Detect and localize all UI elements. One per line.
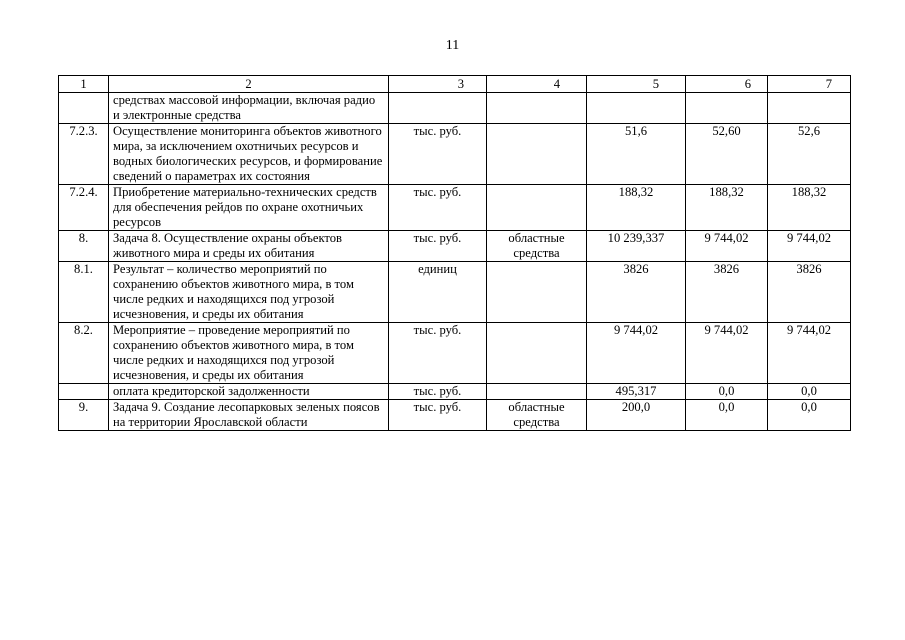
row-source: областные средства: [487, 400, 587, 431]
row-source: [487, 124, 587, 185]
table-row: [59, 93, 851, 124]
row-value-col7: 3826: [768, 262, 851, 323]
row-value-col7: [768, 93, 851, 124]
header-cell: 6: [686, 76, 768, 93]
row-name: Задача 9. Создание лесопарковых зеленых поясов на территории Ярославской области: [109, 400, 389, 431]
row-value-col6: 52,60: [686, 124, 768, 185]
row-value-col6: 0,0: [686, 400, 768, 431]
row-source: [487, 323, 587, 384]
row-source: [487, 93, 587, 124]
row-number: 7.2.4.: [59, 185, 109, 231]
row-source: областные средства: [487, 231, 587, 262]
header-cell: 4: [487, 76, 587, 93]
header-cell: 2: [109, 76, 389, 93]
row-value-col7: 52,6: [768, 124, 851, 185]
table-row: [59, 185, 851, 231]
table-row: [59, 231, 851, 262]
row-number: [59, 384, 109, 400]
row-number: 8.1.: [59, 262, 109, 323]
row-unit: тыс. руб.: [389, 231, 487, 262]
row-value-col5: 188,32: [587, 185, 686, 231]
table-row: [59, 400, 851, 431]
row-source: [487, 185, 587, 231]
row-value-col6: 9 744,02: [686, 231, 768, 262]
row-name: Мероприятие – проведение мероприятий по сохранению объектов животного мира, в том числе редких и находящихся под угрозой исчезновения, и среды их обитания: [109, 323, 389, 384]
row-name: Приобретение материально-технических средств для обеспечения рейдов по охране охотничьих ресурсов: [109, 185, 389, 231]
table-row: [59, 384, 851, 400]
row-name: Задача 8. Осуществление охраны объектов животного мира и среды их обитания: [109, 231, 389, 262]
header-cell: 3: [389, 76, 487, 93]
header-cell: 7: [768, 76, 851, 93]
row-name: Осуществление мониторинга объектов животного мира, за исключением охотничьих ресурсов и водных биологических ресурсов, и формирование сведений о параметрах их состояния: [109, 124, 389, 185]
row-value-col7: 9 744,02: [768, 323, 851, 384]
row-unit: [389, 93, 487, 124]
row-value-col6: 188,32: [686, 185, 768, 231]
row-unit: тыс. руб.: [389, 384, 487, 400]
row-name: Результат – количество мероприятий по сохранению объектов животного мира, в том числе редких и находящихся под угрозой исчезновения, и среды их обитания: [109, 262, 389, 323]
row-number: [59, 93, 109, 124]
row-unit: единиц: [389, 262, 487, 323]
row-value-col5: 495,317: [587, 384, 686, 400]
row-value-col5: 9 744,02: [587, 323, 686, 384]
row-value-col6: [686, 93, 768, 124]
row-value-col5: 51,6: [587, 124, 686, 185]
row-number: 8.: [59, 231, 109, 262]
budget-table: [58, 75, 851, 431]
row-value-col6: 3826: [686, 262, 768, 323]
row-unit: тыс. руб.: [389, 185, 487, 231]
row-value-col5: [587, 93, 686, 124]
row-value-col7: 9 744,02: [768, 231, 851, 262]
row-number: 9.: [59, 400, 109, 431]
header-cell: 5: [587, 76, 686, 93]
row-unit: тыс. руб.: [389, 400, 487, 431]
row-unit: тыс. руб.: [389, 124, 487, 185]
row-number: 8.2.: [59, 323, 109, 384]
header-cell: 1: [59, 76, 109, 93]
row-unit: тыс. руб.: [389, 323, 487, 384]
table-row: [59, 323, 851, 384]
table-row: [59, 124, 851, 185]
row-value-col6: 0,0: [686, 384, 768, 400]
row-value-col6: 9 744,02: [686, 323, 768, 384]
row-value-col5: 3826: [587, 262, 686, 323]
table-header-row: [59, 76, 851, 93]
row-source: [487, 384, 587, 400]
row-value-col5: 10 239,337: [587, 231, 686, 262]
page-number: 11: [445, 38, 460, 53]
row-name: средствах массовой информации, включая радио и электронные средства: [109, 93, 389, 124]
row-value-col7: 188,32: [768, 185, 851, 231]
row-value-col7: 0,0: [768, 384, 851, 400]
row-name: оплата кредиторской задолженности: [109, 384, 389, 400]
row-source: [487, 262, 587, 323]
row-value-col7: 0,0: [768, 400, 851, 431]
table-row: [59, 262, 851, 323]
row-value-col5: 200,0: [587, 400, 686, 431]
row-number: 7.2.3.: [59, 124, 109, 185]
